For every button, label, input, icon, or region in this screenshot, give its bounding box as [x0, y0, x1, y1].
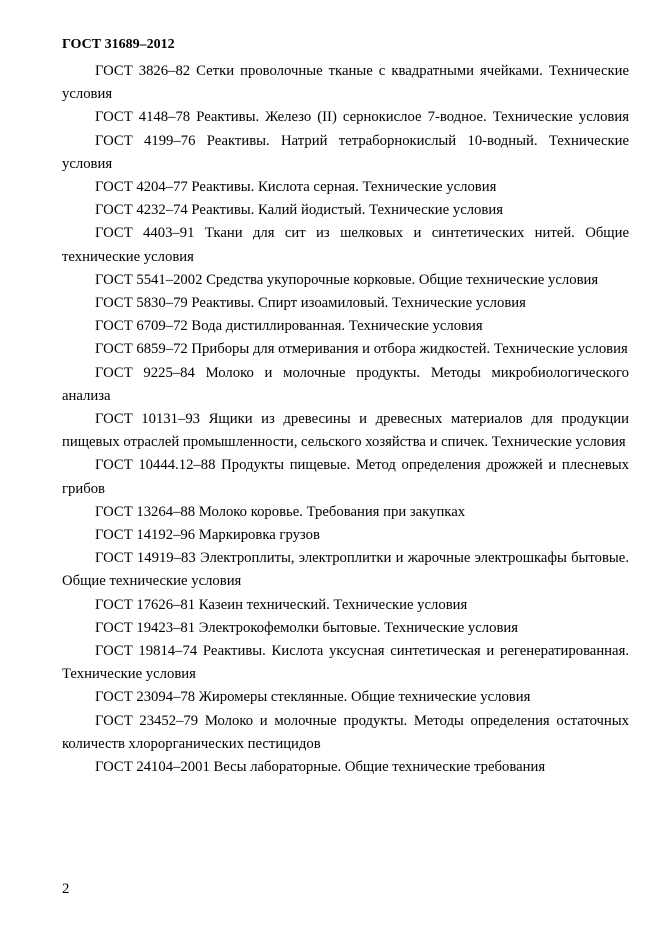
reference-item: ГОСТ 19423–81 Электрокофемолки бытовые. Технические условия [95, 619, 519, 636]
reference-item: ГОСТ 10131–93 Ящики из древесины и древесных материалов для продукции пищевых отраслей промышленности, сельского хозяйства и спичек. Технические условия [62, 411, 629, 451]
reference-item: ГОСТ 5830–79 Реактивы. Спирт изоамиловый. Технические условия [95, 295, 526, 312]
reference-item: ГОСТ 24104–2001 Весы лабораторные. Общие технические требования [95, 759, 546, 776]
reference-item: ГОСТ 17626–81 Казеин технический. Технические условия [95, 596, 468, 613]
reference-item: ГОСТ 3826–82 Сетки проволочные тканые с квадратными ячейками. Технические условия [62, 63, 629, 103]
reference-item: ГОСТ 23094–78 Жиромеры стеклянные. Общие технические условия [95, 689, 531, 706]
reference-item: ГОСТ 23452–79 Молоко и молочные продукты. Методы определения остаточных количеств хлорорганических пестицидов [62, 712, 629, 752]
reference-item: ГОСТ 4148–78 Реактивы. Железо (II) сернокислое 7-водное. Технические условия [95, 109, 629, 126]
reference-item: ГОСТ 6859–72 Приборы для отмеривания и отбора жидкостей. Технические условия [95, 341, 628, 358]
reference-item: ГОСТ 6709–72 Вода дистиллированная. Технические условия [95, 318, 483, 335]
reference-item: ГОСТ 9225–84 Молоко и молочные продукты. Методы микробиологического анализа [62, 364, 629, 404]
reference-item: ГОСТ 4204–77 Реактивы. Кислота серная. Технические условия [95, 179, 497, 196]
reference-item: ГОСТ 10444.12–88 Продукты пищевые. Метод определения дрожжей и плесневых грибов [62, 457, 629, 497]
reference-item: ГОСТ 14192–96 Маркировка грузов [95, 527, 320, 544]
page-number: 2 [62, 881, 70, 897]
normative-references-list [62, 60, 629, 779]
reference-item: ГОСТ 4232–74 Реактивы. Калий йодистый. Технические условия [95, 202, 503, 219]
page-header: ГОСТ 31689–2012 [62, 37, 175, 52]
reference-item: ГОСТ 13264–88 Молоко коровье. Требования при закупках [95, 503, 466, 520]
reference-item: ГОСТ 5541–2002 Средства укупорочные корковые. Общие технические условия [95, 271, 599, 288]
reference-item: ГОСТ 14919–83 Электроплиты, электроплитки и жарочные электрошкафы бытовые. Общие технические условия [62, 550, 629, 590]
reference-item: ГОСТ 19814–74 Реактивы. Кислота уксусная синтетическая и регенератированная. Технические условия [62, 643, 629, 683]
reference-item: ГОСТ 4199–76 Реактивы. Натрий тетраборнокислый 10-водный. Технические условия [62, 132, 629, 172]
reference-item: ГОСТ 4403–91 Ткани для сит из шелковых и синтетических нитей. Общие технические условия [62, 225, 629, 265]
